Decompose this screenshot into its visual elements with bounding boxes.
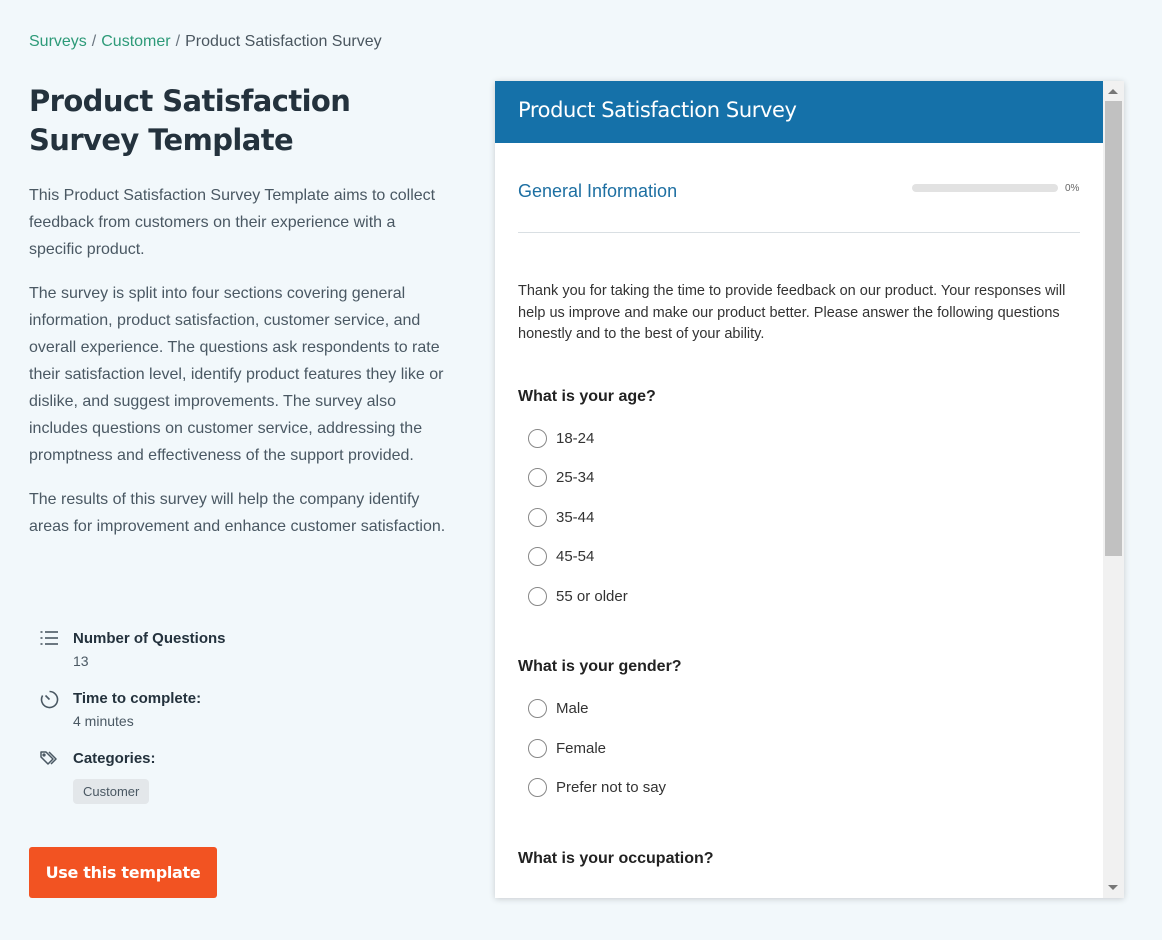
option-label: 45-54 — [556, 548, 595, 566]
radio-option[interactable] — [518, 729, 1080, 769]
template-description — [29, 182, 449, 540]
meta-categories-label: Categories: — [73, 750, 156, 767]
meta-questions-value: 13 — [73, 653, 89, 669]
progress-bar — [912, 184, 1058, 192]
template-info — [29, 82, 449, 557]
breadcrumb-customer-link[interactable]: Customer — [101, 33, 171, 50]
meta-time-value: 4 minutes — [73, 713, 134, 729]
list-icon — [29, 628, 73, 672]
option-label: 35-44 — [556, 508, 595, 526]
meta-categories — [29, 748, 329, 804]
radio-option[interactable] — [518, 768, 1080, 808]
question-title: What is your occupation? — [518, 849, 714, 867]
survey-intro: Thank you for taking the time to provide feedback on our product. Your responses will help us improve and make our product better. Please answer the following questions honestly and to the best of your ability. — [518, 283, 1066, 342]
radio-button[interactable] — [528, 468, 547, 487]
section-header — [518, 143, 1080, 233]
question-options — [518, 419, 1080, 617]
breadcrumb-separator: / — [91, 33, 97, 50]
progress-text: 0% — [1065, 183, 1080, 194]
option-label: Prefer not to say — [556, 779, 667, 797]
meta-time — [29, 688, 329, 732]
scroll-down-icon[interactable] — [1108, 885, 1118, 890]
question-title: What is your gender? — [518, 658, 682, 675]
template-meta — [29, 628, 329, 820]
scrollbar[interactable] — [1103, 81, 1124, 898]
radio-option[interactable] — [518, 419, 1080, 459]
scrollbar-thumb[interactable] — [1105, 101, 1122, 556]
question-title: What is your age? — [518, 387, 656, 405]
scroll-up-icon[interactable] — [1108, 89, 1118, 94]
meta-questions — [29, 628, 329, 672]
description-paragraph: The survey is split into four sections covering general information, product satisfaction, customer service, and overall experience. The questions ask respondents to rate their satisfaction level, identify product features they like or dislike, and suggest improvements. The survey also includes questions on customer service, addressing the promptness and effectiveness of the support provided. — [29, 285, 444, 464]
section-title: General Information — [518, 181, 678, 201]
timer-icon — [29, 688, 73, 732]
radio-button[interactable] — [528, 778, 547, 797]
option-label: Female — [556, 739, 607, 757]
category-chip[interactable]: Customer — [73, 779, 149, 804]
option-label: 18-24 — [556, 429, 595, 447]
page-title: Product Satisfaction Survey Template — [29, 84, 351, 157]
radio-option[interactable] — [518, 537, 1080, 577]
radio-option[interactable] — [518, 577, 1080, 617]
tag-icon — [29, 748, 73, 804]
option-label: 55 or older — [556, 587, 628, 605]
radio-option[interactable] — [518, 498, 1080, 538]
breadcrumb-separator: / — [175, 33, 181, 50]
radio-button[interactable] — [528, 547, 547, 566]
question-options — [518, 689, 1080, 808]
meta-questions-label: Number of Questions — [73, 630, 226, 647]
option-label: Male — [556, 700, 589, 718]
survey-preview-body — [495, 143, 1103, 898]
radio-button[interactable] — [528, 587, 547, 606]
option-label: 25-34 — [556, 469, 595, 487]
description-paragraph: This Product Satisfaction Survey Template aims to collect feedback from customers on their experience with a specific product. — [29, 187, 436, 258]
radio-button[interactable] — [528, 699, 547, 718]
use-template-button[interactable]: Use this template — [29, 847, 217, 898]
breadcrumb-surveys-link[interactable]: Surveys — [29, 33, 87, 50]
radio-button[interactable] — [528, 429, 547, 448]
radio-button[interactable] — [528, 739, 547, 758]
radio-option[interactable] — [518, 458, 1080, 498]
breadcrumb-current: Product Satisfaction Survey — [185, 33, 382, 50]
survey-preview-title: Product Satisfaction Survey — [495, 81, 1124, 143]
meta-time-label: Time to complete: — [73, 690, 202, 707]
breadcrumb — [29, 33, 382, 51]
radio-option[interactable] — [518, 689, 1080, 729]
survey-preview — [495, 81, 1124, 898]
radio-button[interactable] — [528, 508, 547, 527]
description-paragraph: The results of this survey will help the company identify areas for improvement and enhance customer satisfaction. — [29, 491, 446, 535]
